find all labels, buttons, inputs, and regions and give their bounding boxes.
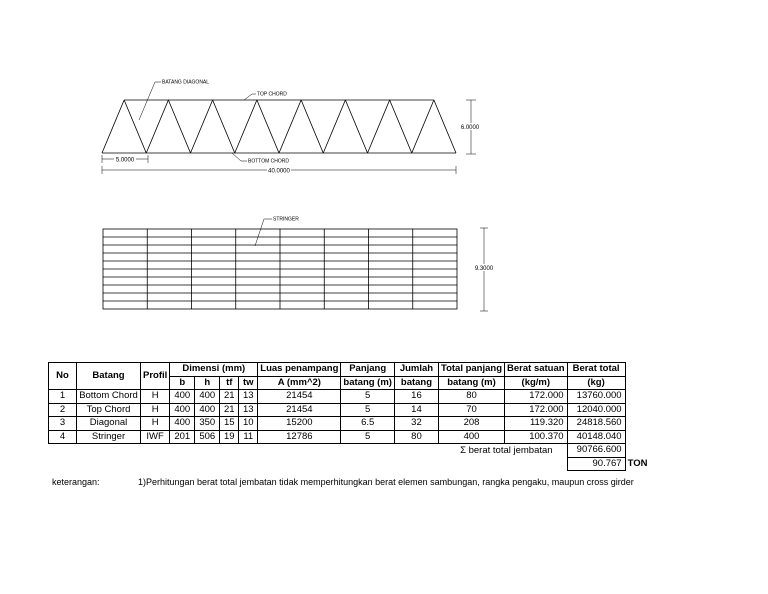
- header-berat-total: Berat total: [567, 363, 625, 377]
- cell-tw: 11: [239, 430, 258, 444]
- truss-diagonal: [368, 100, 390, 153]
- truss-elevation: [102, 100, 456, 153]
- cell-batang: Top Chord: [77, 403, 141, 417]
- cell-b: 400: [170, 403, 195, 417]
- cell-b: 400: [170, 417, 195, 431]
- cell-profil: H: [141, 403, 170, 417]
- table-row: [49, 417, 666, 431]
- header-berat-satuan-unit: (kg/m): [505, 376, 568, 390]
- cell-b: 201: [170, 430, 195, 444]
- cell-luas: 12786: [258, 430, 341, 444]
- header-dimensi: Dimensi (mm): [170, 363, 258, 377]
- dim-truss-height: 6.0000: [460, 125, 480, 131]
- cell-panjang: 6.5: [341, 417, 395, 431]
- header-total-panjang-unit: batang (m): [438, 376, 504, 390]
- cell-berat: 12040.000: [567, 403, 625, 417]
- header-luas: Luas penampang: [258, 363, 341, 377]
- sum-total-ton: 90.767: [567, 457, 625, 471]
- header-panjang: Panjang: [341, 363, 395, 377]
- cell-luas: 21454: [258, 390, 341, 404]
- table-row: [49, 430, 666, 444]
- cell-h: 350: [195, 417, 220, 431]
- cell-no: 4: [49, 430, 77, 444]
- cell-batang: Bottom Chord: [77, 390, 141, 404]
- truss-diagonal: [191, 100, 213, 153]
- cell-total: 80: [438, 390, 504, 404]
- weight-table: [48, 362, 666, 471]
- cell-luas: 21454: [258, 403, 341, 417]
- cell-no: 1: [49, 390, 77, 404]
- cell-satuan: 172.000: [505, 390, 568, 404]
- cell-batang: Stringer: [77, 430, 141, 444]
- header-tf: tf: [220, 376, 239, 390]
- header-jumlah-unit: batang: [394, 376, 438, 390]
- header-batang: Batang: [77, 363, 141, 390]
- truss-diagonal: [124, 100, 146, 153]
- label-bottom-chord: BOTTOM CHORD: [248, 158, 290, 165]
- cell-panjang: 5: [341, 390, 395, 404]
- cell-tf: 19: [220, 430, 239, 444]
- cell-h: 400: [195, 403, 220, 417]
- cell-jumlah: 80: [394, 430, 438, 444]
- truss-diagonal: [213, 100, 235, 153]
- table-row: [49, 403, 666, 417]
- header-tw: tw: [239, 376, 258, 390]
- truss-diagonal: [102, 100, 124, 153]
- truss-diagonal: [412, 100, 434, 153]
- cell-satuan: 119.320: [505, 417, 568, 431]
- cell-berat: 24818.560: [567, 417, 625, 431]
- truss-diagonal: [279, 100, 301, 153]
- truss-diagonal: [323, 100, 345, 153]
- header-panjang-unit: batang (m): [341, 376, 395, 390]
- cell-luas: 15200: [258, 417, 341, 431]
- deck-plan: [103, 229, 457, 309]
- cell-tf: 21: [220, 403, 239, 417]
- truss-diagonal: [301, 100, 323, 153]
- cell-satuan: 172.000: [505, 403, 568, 417]
- ton-unit: TON: [627, 457, 648, 469]
- cell-jumlah: 32: [394, 417, 438, 431]
- cell-profil: H: [141, 390, 170, 404]
- note-text: 1)Perhitungan berat total jembatan tidak memperhitungkan berat elemen sambungan, rangka pengaku, maupun cross girder: [138, 477, 634, 487]
- truss-diagonal: [390, 100, 412, 153]
- cell-no: 2: [49, 403, 77, 417]
- cell-no: 3: [49, 417, 77, 431]
- header-profil: Profil: [141, 363, 170, 390]
- truss-diagonal: [345, 100, 367, 153]
- truss-diagonal: [434, 100, 456, 153]
- cell-tf: 15: [220, 417, 239, 431]
- truss-diagonal: [235, 100, 257, 153]
- cell-b: 400: [170, 390, 195, 404]
- dim-deck-width: 9.3000: [474, 266, 494, 272]
- label-batang-diagonal: BATANG DIAGONAL: [162, 79, 210, 86]
- truss-diagonal: [257, 100, 279, 153]
- dim-panel-length: 5.0000: [115, 157, 135, 164]
- header-total-panjang: Total panjang: [438, 363, 504, 377]
- cell-berat: 13760.000: [567, 390, 625, 404]
- cell-profil: H: [141, 417, 170, 431]
- sum-total-kg: 90766.600: [567, 444, 625, 458]
- cell-tw: 13: [239, 390, 258, 404]
- cell-jumlah: 14: [394, 403, 438, 417]
- cell-total: 400: [438, 430, 504, 444]
- cell-panjang: 5: [341, 430, 395, 444]
- header-berat-satuan: Berat satuan: [505, 363, 568, 377]
- cell-tw: 13: [239, 403, 258, 417]
- label-top-chord: TOP CHORD: [257, 91, 287, 98]
- sum-label: Σ berat total jembatan: [460, 444, 553, 456]
- header-luas-unit: A (mm^2): [258, 376, 341, 390]
- cell-tf: 21: [220, 390, 239, 404]
- cell-profil: IWF: [141, 430, 170, 444]
- truss-diagonal: [168, 100, 190, 153]
- cell-total: 70: [438, 403, 504, 417]
- table-row: [49, 390, 666, 404]
- cell-tw: 10: [239, 417, 258, 431]
- header-jumlah: Jumlah: [394, 363, 438, 377]
- cell-berat: 40148.040: [567, 430, 625, 444]
- cell-h: 400: [195, 390, 220, 404]
- cell-jumlah: 16: [394, 390, 438, 404]
- truss-diagonal: [146, 100, 168, 153]
- label-stringer: STRINGER: [273, 216, 299, 223]
- header-b: b: [170, 376, 195, 390]
- cell-total: 208: [438, 417, 504, 431]
- header-h: h: [195, 376, 220, 390]
- cell-batang: Diagonal: [77, 417, 141, 431]
- dim-span-length: 40.0000: [268, 168, 290, 175]
- header-no: No: [49, 363, 77, 390]
- cell-satuan: 100.370: [505, 430, 568, 444]
- cell-panjang: 5: [341, 403, 395, 417]
- header-berat-total-unit: (kg): [567, 376, 625, 390]
- note-label: keterangan:: [52, 477, 100, 487]
- cell-h: 506: [195, 430, 220, 444]
